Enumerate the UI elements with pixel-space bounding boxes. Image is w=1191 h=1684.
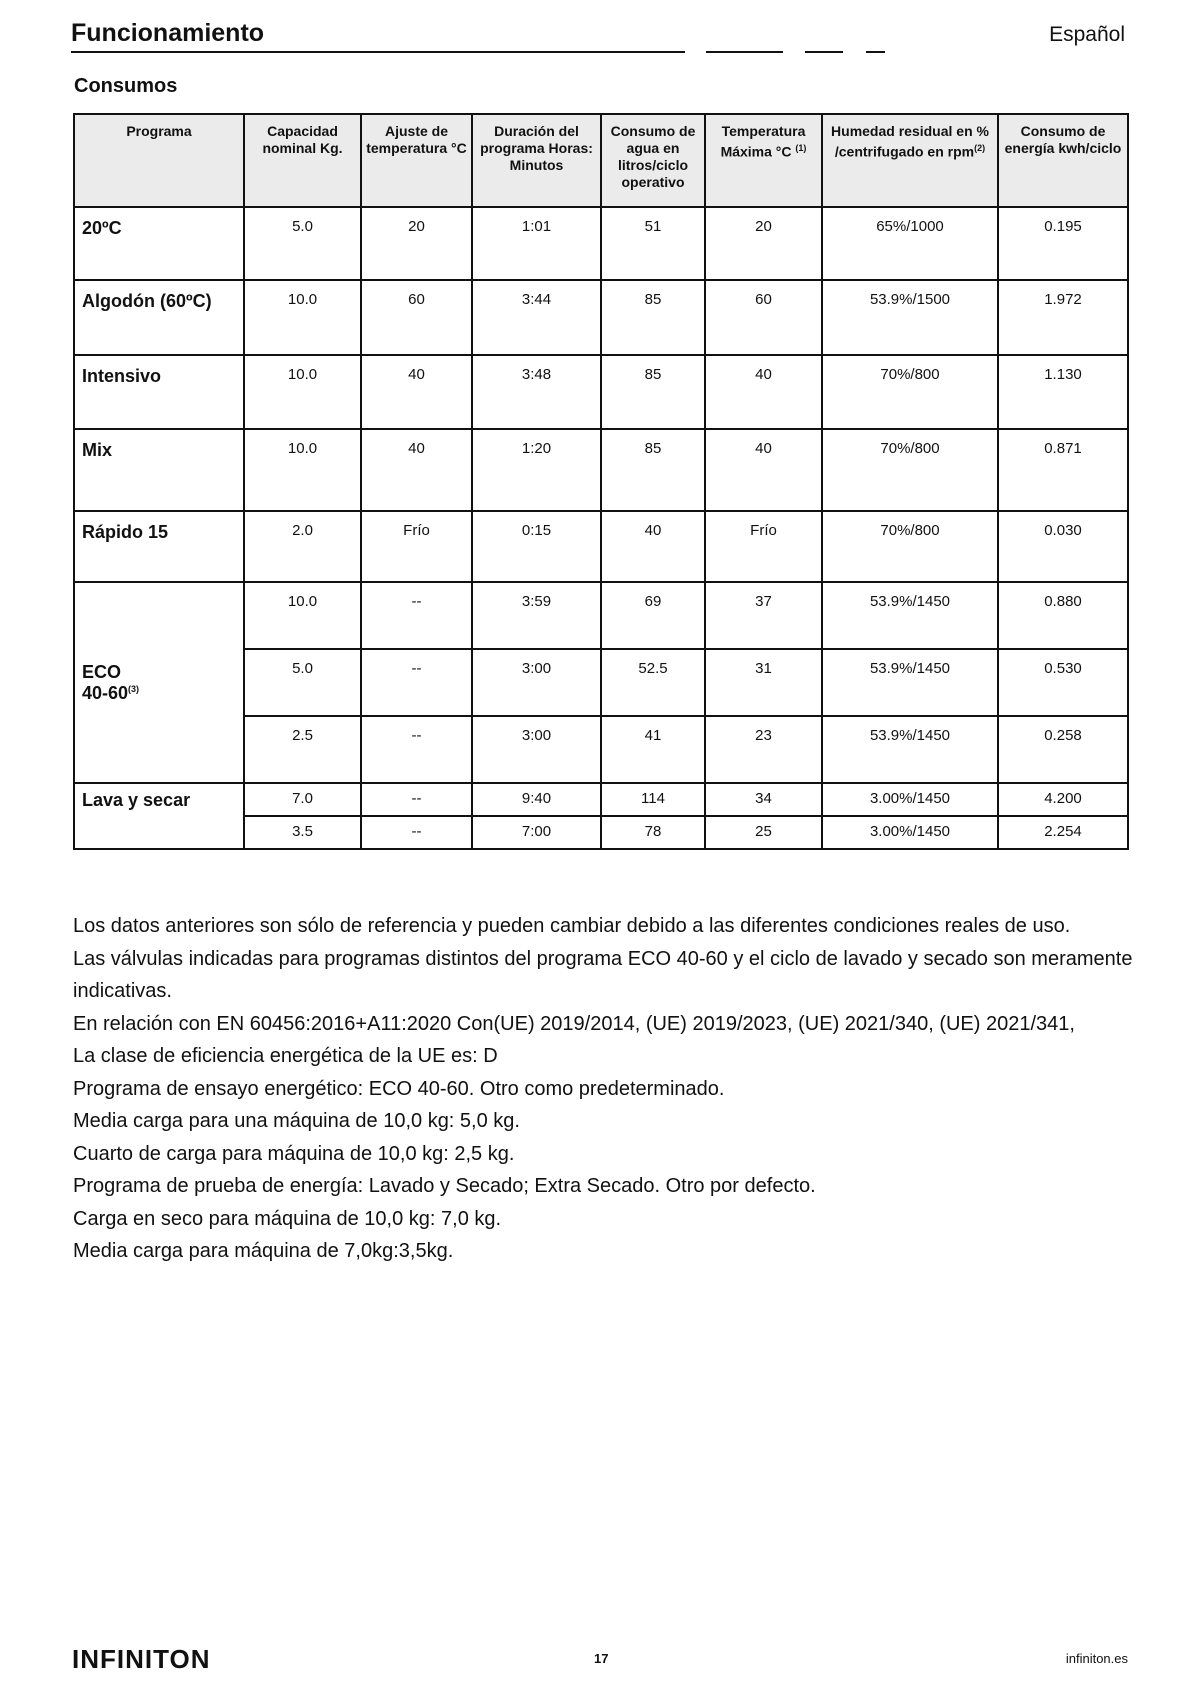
table-cell: 10.0 <box>244 280 361 355</box>
table-cell: 37 <box>705 582 822 649</box>
table-cell: 7:00 <box>472 816 601 849</box>
program-name: Algodón (60ºC) <box>74 280 244 355</box>
program-name <box>74 582 244 783</box>
table-cell: 3.00%/1450 <box>822 816 998 849</box>
table-row <box>74 511 1128 582</box>
table-cell: 1:01 <box>472 207 601 280</box>
program-line: 40-60 <box>82 682 129 703</box>
table-cell: 53.9%/1500 <box>822 280 998 355</box>
table-cell: 5.0 <box>244 207 361 280</box>
table-row <box>74 280 1128 355</box>
website: infiniton.es <box>1065 1651 1128 1666</box>
table-cell: 0.030 <box>998 511 1128 582</box>
program-name: Lava y secar <box>74 783 244 849</box>
consumption-table <box>73 113 1129 850</box>
table-row <box>74 355 1128 429</box>
table-cell: 0.258 <box>998 716 1128 783</box>
note-line: Cuarto de carga para máquina de 10,0 kg: 2,5 kg. <box>73 1142 515 1165</box>
table-cell: -- <box>361 716 472 783</box>
program-line: ECO <box>82 661 122 682</box>
notes <box>73 910 1133 1268</box>
note-line: Las válvulas indicadas para programas distintos del programa ECO 40-60 y el ciclo de lavado y secado son meramente indicativas. <box>73 947 1133 1002</box>
table-cell: 10.0 <box>244 429 361 511</box>
program-name: Rápido 15 <box>74 511 244 582</box>
table-cell: 40 <box>601 511 705 582</box>
table-cell: 20 <box>361 207 472 280</box>
note-line: La clase de eficiencia energética de la UE es: D <box>73 1045 498 1067</box>
table-cell: -- <box>361 816 472 849</box>
table-cell: -- <box>361 649 472 716</box>
table-cell: 3:00 <box>472 649 601 716</box>
table-row <box>74 429 1128 511</box>
table-cell: 3.5 <box>244 816 361 849</box>
note-line: Programa de prueba de energía: Lavado y Secado; Extra Secado. Otro por defecto. <box>73 1175 816 1197</box>
table-cell: 53.9%/1450 <box>822 582 998 649</box>
header-rule <box>706 51 783 53</box>
table-cell: 51 <box>601 207 705 280</box>
table-cell: -- <box>361 783 472 816</box>
table-cell: 0:15 <box>472 511 601 582</box>
col-header: Programa <box>74 114 244 207</box>
table-cell: 41 <box>601 716 705 783</box>
col-header: Duración del programa Horas: Minutos <box>472 114 601 207</box>
table-cell: 70%/800 <box>822 511 998 582</box>
table-cell: 4.200 <box>998 783 1128 816</box>
table-cell: 3:00 <box>472 716 601 783</box>
header-rule <box>866 51 885 53</box>
header-rule <box>805 51 843 53</box>
table-cell: 25 <box>705 816 822 849</box>
table-cell: 3.00%/1450 <box>822 783 998 816</box>
table-cell: 20 <box>705 207 822 280</box>
table-cell: 53.9%/1450 <box>822 649 998 716</box>
brand-logo: INFINITON <box>72 1644 211 1674</box>
note-line: Media carga para máquina de 7,0kg:3,5kg. <box>73 1240 454 1262</box>
table-header-row <box>74 114 1128 207</box>
table-cell: 2.254 <box>998 816 1128 849</box>
table-cell: 0.880 <box>998 582 1128 649</box>
table-cell: 70%/800 <box>822 429 998 511</box>
table-cell: 0.530 <box>998 649 1128 716</box>
table-cell: 3:48 <box>472 355 601 429</box>
note-line: Programa de ensayo energético: ECO 40-60. Otro como predeterminado. <box>73 1077 725 1100</box>
note-line: Media carga para una máquina de 10,0 kg: 5,0 kg. <box>73 1110 520 1132</box>
table-cell: 9:40 <box>472 783 601 816</box>
table-cell: 78 <box>601 816 705 849</box>
table-cell: 0.871 <box>998 429 1128 511</box>
note-line: En relación con EN 60456:2016+A11:2020 Con(UE) 2019/2014, (UE) 2019/2023, (UE) 2021/340, (UE) 2021/341, <box>73 1012 1075 1035</box>
section-title: Consumos <box>74 75 178 97</box>
table-cell: -- <box>361 582 472 649</box>
table-cell: 3:59 <box>472 582 601 649</box>
table-row <box>74 207 1128 280</box>
col-header: Temperatura Máxima °C $^{(1)}$ <box>705 114 822 207</box>
page-number: 17 <box>594 1651 609 1666</box>
program-name: 20ºC <box>74 207 244 280</box>
table-cell: 34 <box>705 783 822 816</box>
table-cell: 60 <box>361 280 472 355</box>
table-cell: 70%/800 <box>822 355 998 429</box>
table-cell: 65%/1000 <box>822 207 998 280</box>
table-cell: 7.0 <box>244 783 361 816</box>
page-title: Funcionamiento <box>71 19 265 47</box>
note-line: Los datos anteriores son sólo de referencia y pueden cambiar debido a las diferentes condiciones reales de uso. <box>73 915 1071 937</box>
table-cell: 69 <box>601 582 705 649</box>
col-header: Consumo de agua en litros/ciclo operativo <box>601 114 705 207</box>
table-cell: 3:44 <box>472 280 601 355</box>
table-cell: 1:20 <box>472 429 601 511</box>
table-cell: 10.0 <box>244 582 361 649</box>
table-cell: 0.195 <box>998 207 1128 280</box>
table-cell: 85 <box>601 355 705 429</box>
table-cell: 52.5 <box>601 649 705 716</box>
table-cell: 40 <box>361 355 472 429</box>
table-cell: 60 <box>705 280 822 355</box>
table-cell: 40 <box>705 429 822 511</box>
header-rule <box>71 51 685 53</box>
footnote: (3) <box>128 683 140 694</box>
table-cell: 10.0 <box>244 355 361 429</box>
col-header: Humedad residual en % /centrifugado en rpm$^{(2)}$ <box>822 114 998 207</box>
table-cell: 40 <box>361 429 472 511</box>
col-header: Consumo de energía kwh/ciclo <box>998 114 1128 207</box>
table-cell: 114 <box>601 783 705 816</box>
table-cell: 31 <box>705 649 822 716</box>
table-cell: 85 <box>601 280 705 355</box>
program-name: Mix <box>74 429 244 511</box>
table-cell: 1.972 <box>998 280 1128 355</box>
table-cell: 2.5 <box>244 716 361 783</box>
table-cell: Frío <box>361 511 472 582</box>
col-header: Ajuste de temperatura °C <box>361 114 472 207</box>
table-row <box>74 783 1128 816</box>
table-cell: Frío <box>705 511 822 582</box>
table-cell: 53.9%/1450 <box>822 716 998 783</box>
table-cell: 85 <box>601 429 705 511</box>
table-cell: 5.0 <box>244 649 361 716</box>
col-header: Capacidad nominal Kg. <box>244 114 361 207</box>
program-name: Intensivo <box>74 355 244 429</box>
language-label: Español <box>1049 23 1125 46</box>
table-cell: 1.130 <box>998 355 1128 429</box>
table-cell: 40 <box>705 355 822 429</box>
table-row <box>74 582 1128 649</box>
table-cell: 23 <box>705 716 822 783</box>
table-cell: 2.0 <box>244 511 361 582</box>
note-line: Carga en seco para máquina de 10,0 kg: 7,0 kg. <box>73 1207 502 1230</box>
